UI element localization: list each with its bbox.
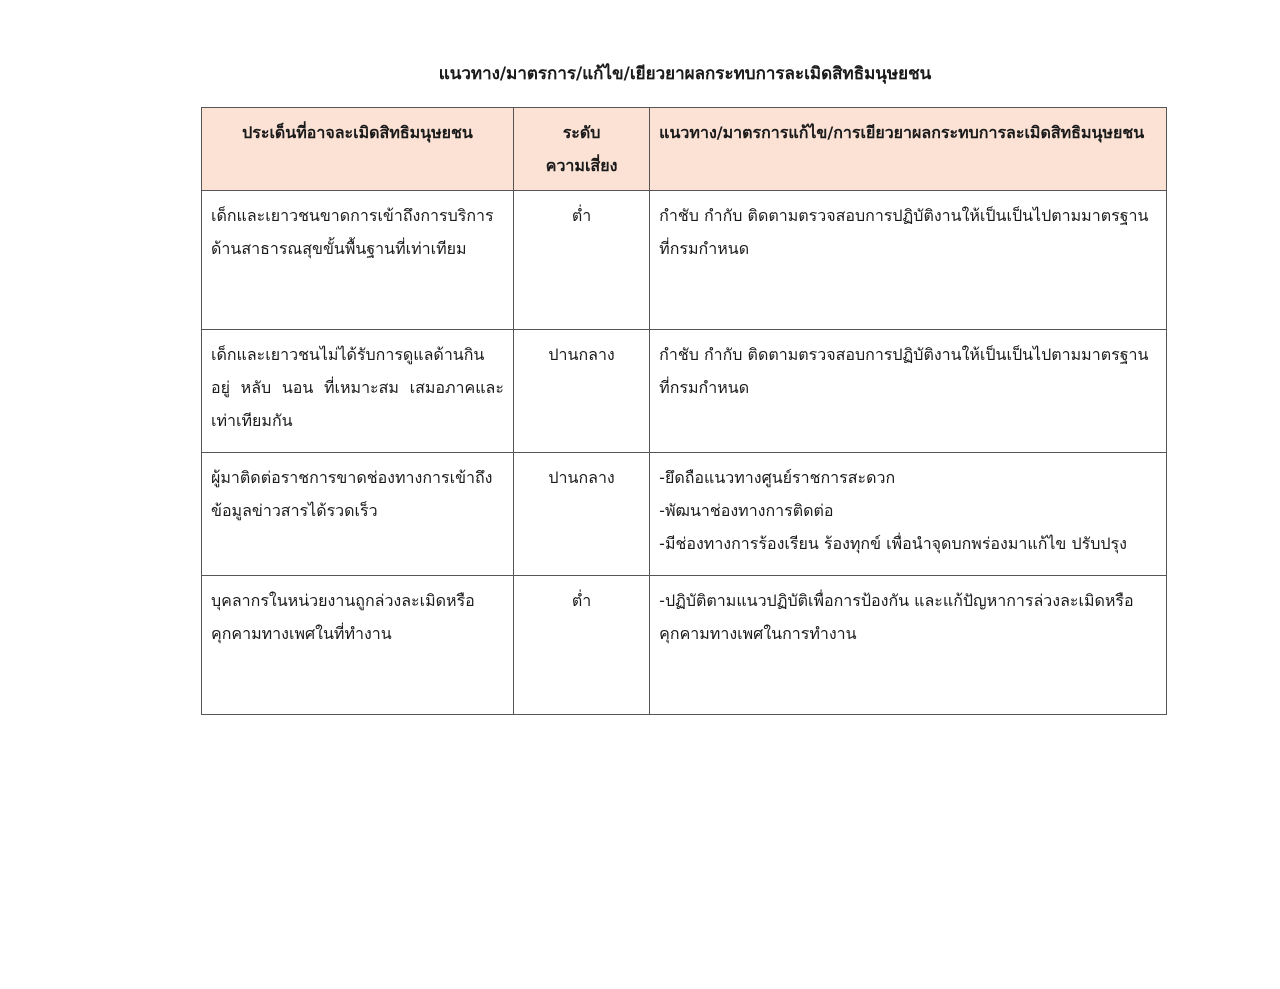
measure-line: กำชับ กำกับ ติดตามตรวจสอบการปฏิบัติงานให้เป็นเป็นไปตามมาตรฐานที่กรมกำหนด (659, 345, 1149, 397)
header-risk-level-line2: ความเสี่ยง (545, 156, 618, 175)
cell-measure (650, 191, 1167, 330)
cell-measure (650, 453, 1167, 576)
cell-risk-level: ต่ำ (513, 576, 649, 715)
cell-issue: เด็กและเยาวชนขาดการเข้าถึงการบริการด้านสาธารณสุขขั้นพื้นฐานที่เท่าเทียม (202, 191, 514, 330)
table-row (202, 576, 1167, 715)
cell-risk-level: ปานกลาง (513, 453, 649, 576)
measure-line: -พัฒนาช่องทางการติดต่อ (659, 501, 834, 520)
header-risk-level (513, 108, 649, 191)
cell-issue: บุคลากรในหน่วยงานถูกล่วงละเมิดหรือคุกคามทางเพศในที่ทำงาน (202, 576, 514, 715)
header-measure: แนวทาง/มาตรการแก้ไข/การเยียวยาผลกระทบการละเมิดสิทธิมนุษยชน (650, 108, 1167, 191)
cell-risk-level: ต่ำ (513, 191, 649, 330)
table-header-row (202, 108, 1167, 191)
cell-risk-level: ปานกลาง (513, 330, 649, 453)
cell-issue: เด็กและเยาวชนไม่ได้รับการดูแลด้านกิน อยู่ หลับ นอน ที่เหมาะสม เสมอภาคและเท่าเทียมกัน (202, 330, 514, 453)
table-row (202, 453, 1167, 576)
measure-line: กำชับ กำกับ ติดตามตรวจสอบการปฏิบัติงานให้เป็นเป็นไปตามมาตรฐานที่กรมกำหนด (659, 206, 1149, 258)
measure-line: -ยึดถือแนวทางศูนย์ราชการสะดวก (659, 468, 896, 487)
measure-line: -ปฏิบัติตามแนวปฏิบัติเพื่อการป้องกัน และแก้ปัญหาการล่วงละเมิดหรือคุกคามทางเพศในการทำงาน (659, 591, 1134, 643)
human-rights-table (201, 107, 1167, 715)
table-row (202, 191, 1167, 330)
table-row (202, 330, 1167, 453)
cell-measure (650, 576, 1167, 715)
header-issue: ประเด็นที่อาจละเมิดสิทธิมนุษยชน (202, 108, 514, 191)
cell-issue: ผู้มาติดต่อราชการขาดช่องทางการเข้าถึงข้อมูลข่าวสารได้รวดเร็ว (202, 453, 514, 576)
document-title: แนวทาง/มาตรการ/แก้ไข/เยียวยาผลกระทบการละเมิดสิทธิมนุษยชน (438, 64, 932, 84)
cell-measure (650, 330, 1167, 453)
measure-line: -มีช่องทางการร้องเรียน ร้องทุกข์ เพื่อนำจุดบกพร่องมาแก้ไข ปรับปรุง (659, 534, 1127, 553)
header-risk-level-line1: ระดับ (562, 123, 601, 142)
